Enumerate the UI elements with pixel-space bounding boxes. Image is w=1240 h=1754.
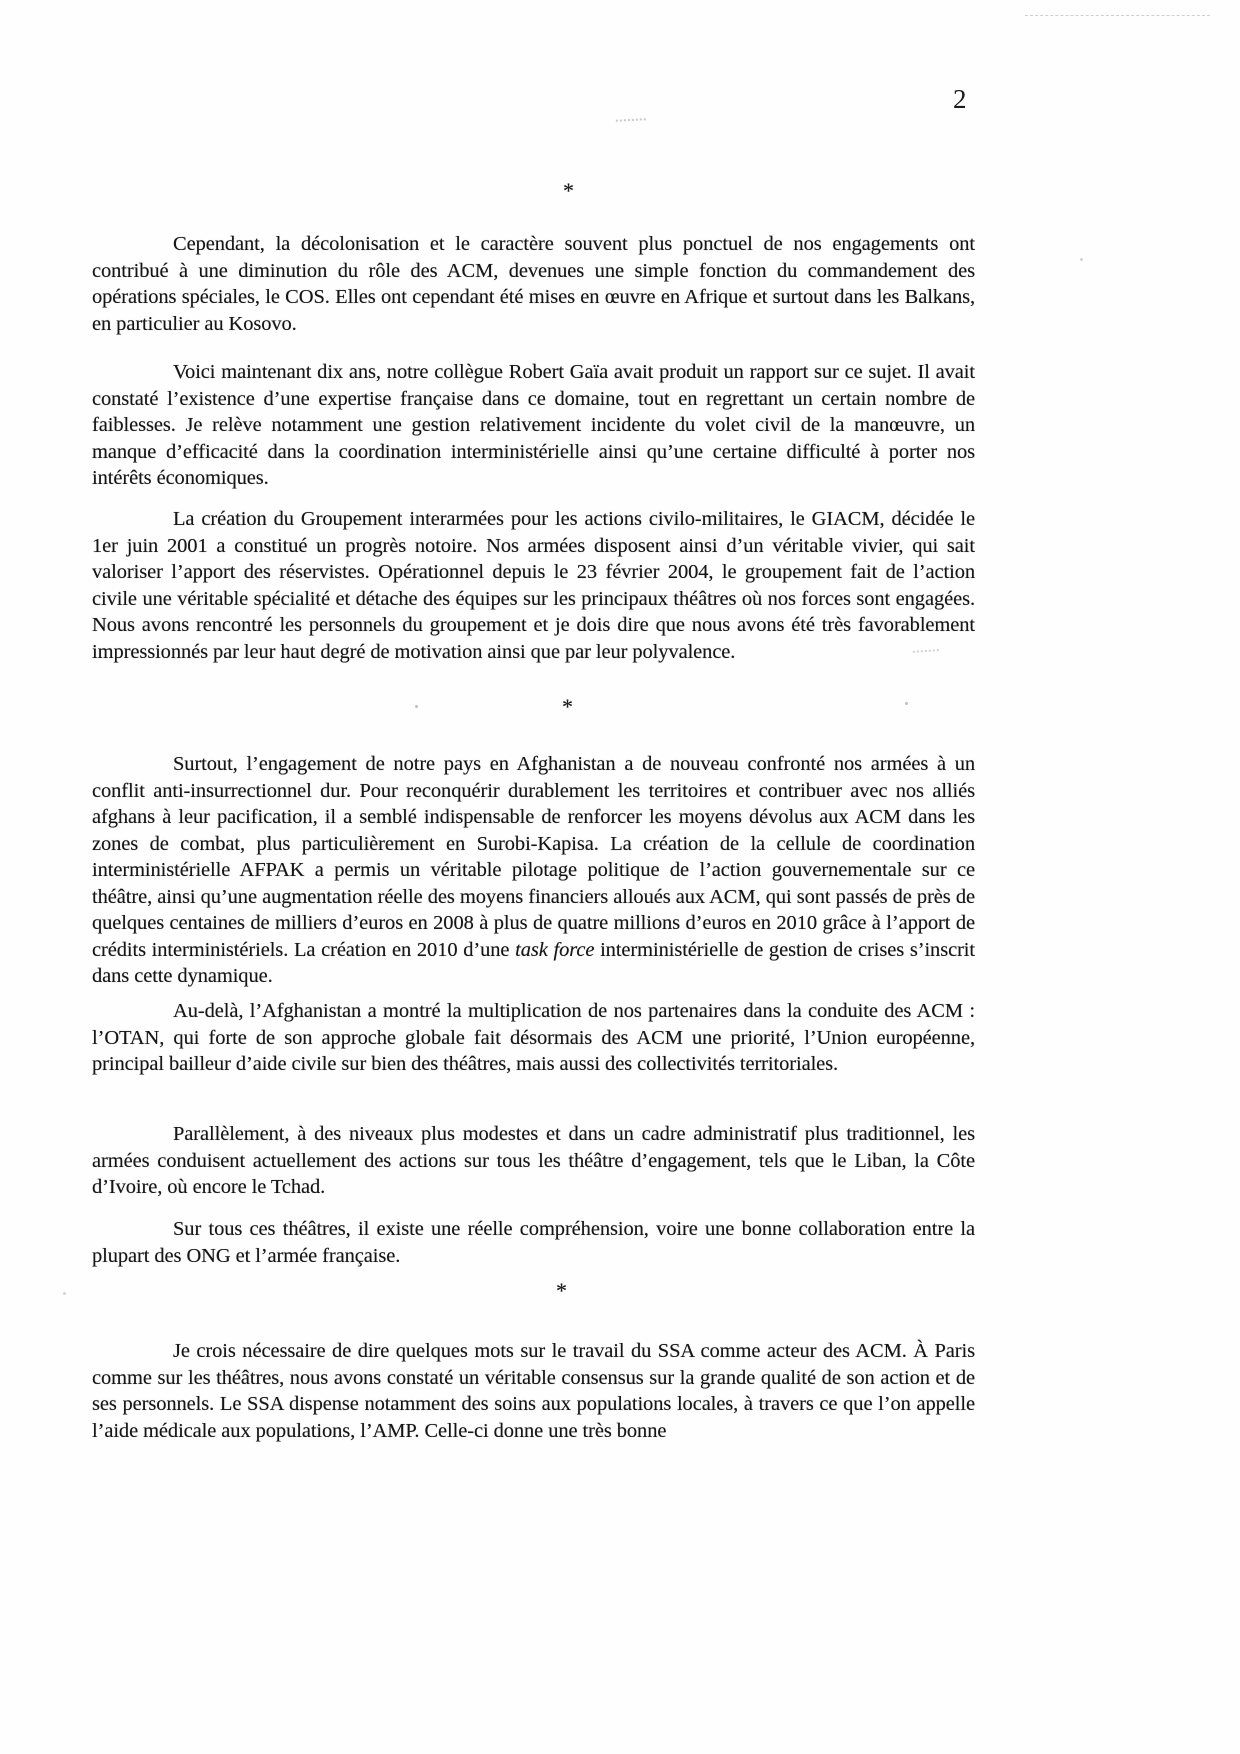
- scan-artifact-dot: [415, 705, 418, 708]
- paragraph-afghanistan-afpak: [92, 751, 975, 990]
- scan-artifact-dot: [63, 1292, 66, 1295]
- section-separator-asterisk: *: [562, 694, 573, 719]
- section-separator-asterisk: *: [563, 178, 574, 203]
- scan-artifact-smudge: [616, 118, 646, 127]
- paragraph-ong-armee: Sur tous ces théâtres, il existe une réelle compréhension, voire une bonne collaboration entre la plupart des ONG et l’armée française.: [92, 1218, 975, 1267]
- paragraph-theatres-engagement: Parallèlement, à des niveaux plus modestes et dans un cadre administratif plus traditionnel, les armées conduisent actuellement des actions sur tous les théâtre d’engagement, tels que le Liban, la Côte d’Ivoire, où encore le Tchad.: [92, 1123, 975, 1198]
- task-force-italic-text: task force: [515, 938, 595, 961]
- page-number: 2: [953, 84, 967, 114]
- paragraph-text-after: interministérielle de gestion de crises s’inscrit dans cette dynamique.: [92, 938, 975, 987]
- paragraph-rapport-gaia: Voici maintenant dix ans, notre collègue Robert Gaïa avait produit un rapport sur ce sujet. Il avait constaté l’existence d’une expertise française dans ce domaine, tout en regrettant un certain nombre de faiblesses. Je relève notamment une gestion relativement incidente du volet civil de la manœuvre, un manque d’efficacité dans la coordination interministérielle ainsi qu’une certaine difficulté à porter nos intérêts économiques.: [92, 361, 975, 489]
- section-separator-asterisk: *: [556, 1278, 567, 1303]
- paragraph-ssa-amp: Je crois nécessaire de dire quelques mots sur le travail du SSA comme acteur des ACM. À Paris comme sur les théâtres, nous avons constaté un véritable consensus sur la grande qualité de son action et de ses personnels. Le SSA dispense notamment des soins aux populations locales, à travers ce que l’on appelle l’aide médicale aux populations, l’AMP. Celle-ci donne une très bonne: [92, 1340, 975, 1442]
- paragraph-text-before: Surtout, l’engagement de notre pays en Afghanistan a de nouveau confronté nos armées à un conflit anti-insurrectionnel dur. Pour reconquérir durablement les territoires et contribuer avec nos alliés afghans à leur pacification, il a semblé indispensable de renforcer les moyens dévolus aux ACM dans les zones de combat, plus particulièrement en Surobi-Kapisa. La création de la cellule de coordination interministérielle AFPAK a permis un véritable pilotage politique de l’action gouvernementale sur ce théâtre, ainsi qu’une augmentation réelle des moyens financiers alloués aux ACM, qui sont passés de près de quelques centaines de milliers d’euros en 2008 à plus de quatre millions d’euros en 2010 grâce à l’apport de crédits interministériels. La création en 2010 d’une: [92, 753, 975, 961]
- paragraph-creation-giacm: La création du Groupement interarmées pour les actions civilo-militaires, le GIACM, décidée le 1er juin 2001 a constitué un progrès notoire. Nos armées disposent ainsi d’un véritable vivier, qui sait valoriser l’apport des réservistes. Opérationnel depuis le 23 février 2004, le groupement fait de l’action civile une véritable spécialité et détache des équipes sur les principaux théâtres où nos forces sont engagées. Nous avons rencontré les personnels du groupement et je dois dire que nous avons été très favorablement impressionnés par leur haut degré de motivation ainsi que par leur polyvalence.: [92, 508, 975, 663]
- paragraph-decolonisation-acm: Cependant, la décolonisation et le caractère souvent plus ponctuel de nos engagements ont contribué à une diminution du rôle des ACM, devenues une simple fonction du commandement des opérations spéciales, le COS. Elles ont cependant été mises en œuvre en Afrique et surtout dans les Balkans, en particulier au Kosovo.: [92, 233, 975, 335]
- scan-artifact-line: [1025, 15, 1210, 16]
- paragraph-partenaires-otan-ue: Au-delà, l’Afghanistan a montré la multiplication de nos partenaires dans la conduite des ACM : l’OTAN, qui forte de son approche globale fait désormais des ACM une priorité, l’Union européenne, principal bailleur d’aide civile sur bien des théâtres, mais aussi des collectivités territoriales.: [92, 1000, 975, 1075]
- scan-artifact-dot: [905, 702, 908, 705]
- scan-artifact-dot: [1080, 258, 1083, 261]
